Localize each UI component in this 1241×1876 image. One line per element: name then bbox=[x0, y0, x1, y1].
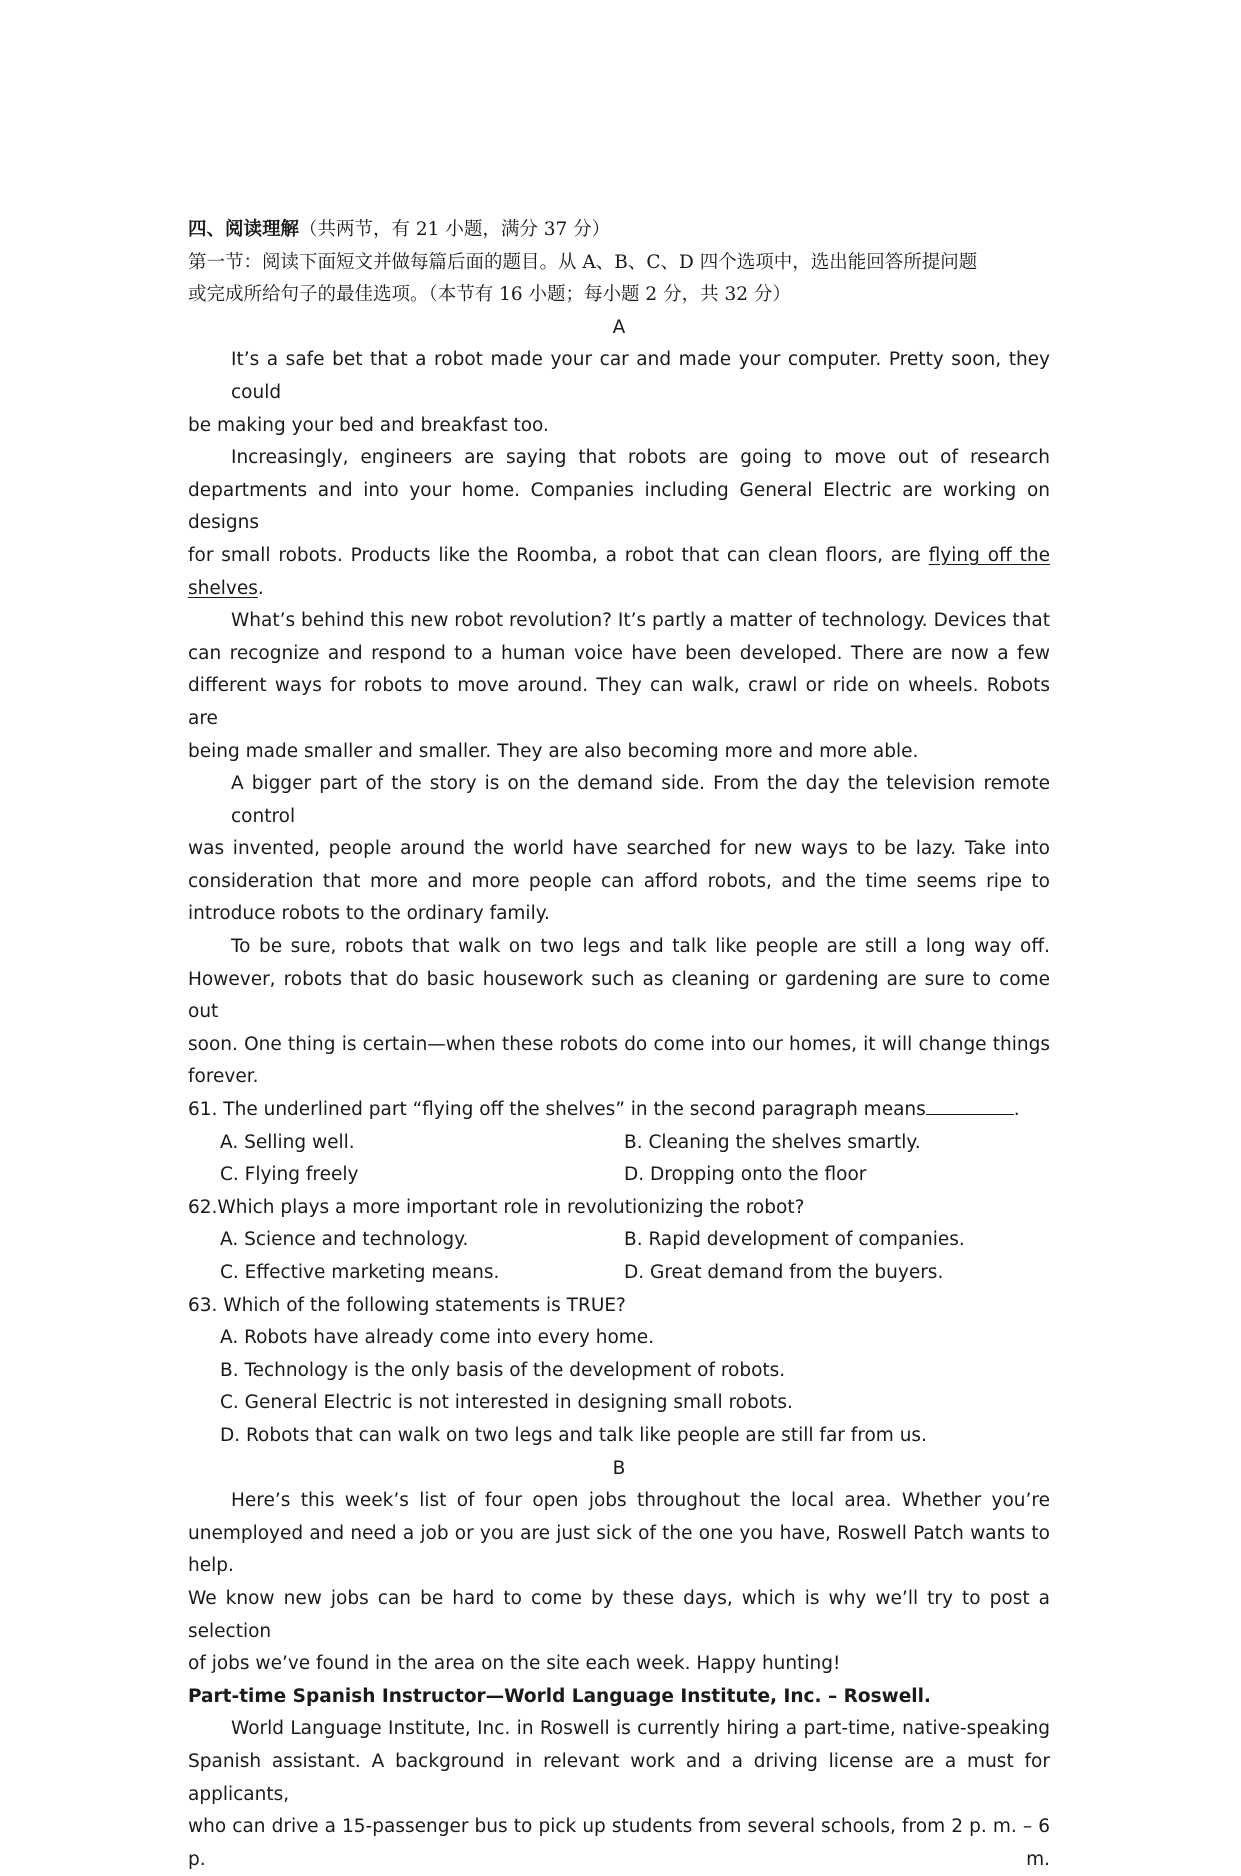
option: A. Selling well. bbox=[220, 1131, 355, 1153]
option: A. Robots have already come into every home. bbox=[220, 1327, 655, 1349]
passage-a-line: To be sure, robots that walk on two legs and talk like people are still a long way off. bbox=[231, 936, 1050, 958]
passage-a-line: be making your bed and breakfast too. bbox=[188, 414, 549, 436]
option: C. Effective marketing means. bbox=[220, 1262, 500, 1283]
option: B. Technology is the only basis of the development of robots. bbox=[220, 1359, 786, 1381]
underlined-phrase: shelves bbox=[188, 577, 258, 599]
question-62-options-row bbox=[188, 1257, 1050, 1290]
passage-a-line bbox=[188, 540, 1050, 573]
passage-a-line: can recognize and respond to a human voice have been developed. There are now a few bbox=[188, 642, 1050, 664]
passage-b-label: B bbox=[612, 1457, 626, 1479]
passage-a-line: departments and into your home. Companies including General Electric are working on designs bbox=[188, 479, 1050, 534]
option: B. Rapid development of companies. bbox=[624, 1229, 965, 1251]
question-61-stem bbox=[188, 1094, 1050, 1127]
passage-a-line: It’s a safe bet that a robot made your car and made your computer. Pretty soon, they could bbox=[231, 349, 1050, 403]
section-header bbox=[188, 214, 1050, 247]
passage-a-line: different ways for robots to move around. They can walk, crawl or ride on wheels. Robots are bbox=[188, 675, 1050, 729]
passage-a-line: Increasingly, engineers are saying that robots are going to move out of research bbox=[231, 447, 1050, 469]
passage-a-line: consideration that more and more people can afford robots, and the time seems ripe to bbox=[188, 870, 1050, 892]
question-62-stem: 62.Which plays a more important role in revolutionizing the robot? bbox=[188, 1196, 805, 1218]
passage-b-line: We know new jobs can be hard to come by these days, which is why we’ll try to post a selection bbox=[188, 1587, 1050, 1642]
job-line: World Language Institute, Inc. in Roswell is currently hiring a part-time, native-speaking bbox=[231, 1718, 1050, 1740]
answer-blank bbox=[926, 1096, 1014, 1115]
passage-b-line: unemployed and need a job or you are just sick of the one you have, Roswell Patch wants to help. bbox=[188, 1522, 1050, 1577]
job-line: who can drive a 15-passenger bus to pick up students from several schools, from 2 p. m. – 6 p. m. bbox=[188, 1816, 1050, 1870]
question-63-stem: 63. Which of the following statements is TRUE? bbox=[188, 1294, 626, 1316]
underlined-phrase: flying off the bbox=[928, 544, 1050, 566]
passage-a-line: forever. bbox=[188, 1066, 259, 1088]
passage-a-line: A bigger part of the story is on the demand side. From the day the television remote control bbox=[231, 773, 1050, 827]
passage-b-line: Here’s this week’s list of four open jobs throughout the local area. Whether you’re bbox=[231, 1490, 1050, 1512]
option: D. Dropping onto the floor bbox=[624, 1164, 867, 1186]
passage-a-line: However, robots that do basic housework such as cleaning or gardening are sure to come out bbox=[188, 968, 1050, 1023]
question-stem-end: . bbox=[1013, 1099, 1020, 1121]
option: A. Science and technology. bbox=[220, 1229, 469, 1251]
option: D. Great demand from the buyers. bbox=[624, 1262, 944, 1283]
job-title: Part-time Spanish Instructor—World Language Institute, Inc. – Roswell. bbox=[188, 1685, 931, 1707]
passage-a-text: . bbox=[257, 577, 264, 599]
question-62-options-row bbox=[188, 1224, 1050, 1257]
question-61-options-row bbox=[188, 1159, 1050, 1192]
option: C. General Electric is not interested in designing small robots. bbox=[220, 1392, 793, 1414]
passage-a-label: A bbox=[612, 316, 626, 338]
question-61-options-row bbox=[188, 1127, 1050, 1160]
passage-b-line: of jobs we’ve found in the area on the site each week. Happy hunting! bbox=[188, 1653, 841, 1675]
passage-a-text: for small robots. Products like the Roomba, a robot that can clean floors, are bbox=[188, 544, 929, 566]
job-line: Spanish assistant. A background in relevant work and a driving license are a must for applicants, bbox=[188, 1750, 1050, 1805]
option: B. Cleaning the shelves smartly. bbox=[624, 1131, 921, 1153]
option: C. Flying freely bbox=[220, 1164, 359, 1186]
passage-a-line: soon. One thing is certain—when these robots do come into our homes, it will change things bbox=[188, 1033, 1050, 1055]
passage-a-line bbox=[188, 573, 1050, 606]
section-note: （共两节，有 21 小题，满分 37 分） bbox=[299, 219, 611, 240]
question-stem-text: 61. The underlined part “flying off the shelves” in the second paragraph means bbox=[188, 1099, 926, 1121]
instructions-line-1: 第一节：阅读下面短文并做每篇后面的题目。从 A、B、C、D 四个选项中，选出能回答所提问题 bbox=[188, 251, 978, 273]
instructions-line-2: 或完成所给句子的最佳选项。（本节有 16 小题；每小题 2 分，共 32 分） bbox=[188, 284, 791, 306]
section-title: 四、阅读理解 bbox=[188, 219, 300, 240]
passage-a-line: being made smaller and smaller. They are also becoming more and more able. bbox=[188, 740, 919, 762]
passage-a-line: What’s behind this new robot revolution? It’s partly a matter of technology. Devices that bbox=[231, 610, 1050, 632]
exam-page bbox=[188, 214, 1050, 1876]
passage-a-line: was invented, people around the world have searched for new ways to be lazy. Take into bbox=[188, 838, 1050, 860]
option: D. Robots that can walk on two legs and talk like people are still far from us. bbox=[220, 1424, 927, 1446]
passage-a-line: introduce robots to the ordinary family. bbox=[188, 903, 550, 925]
